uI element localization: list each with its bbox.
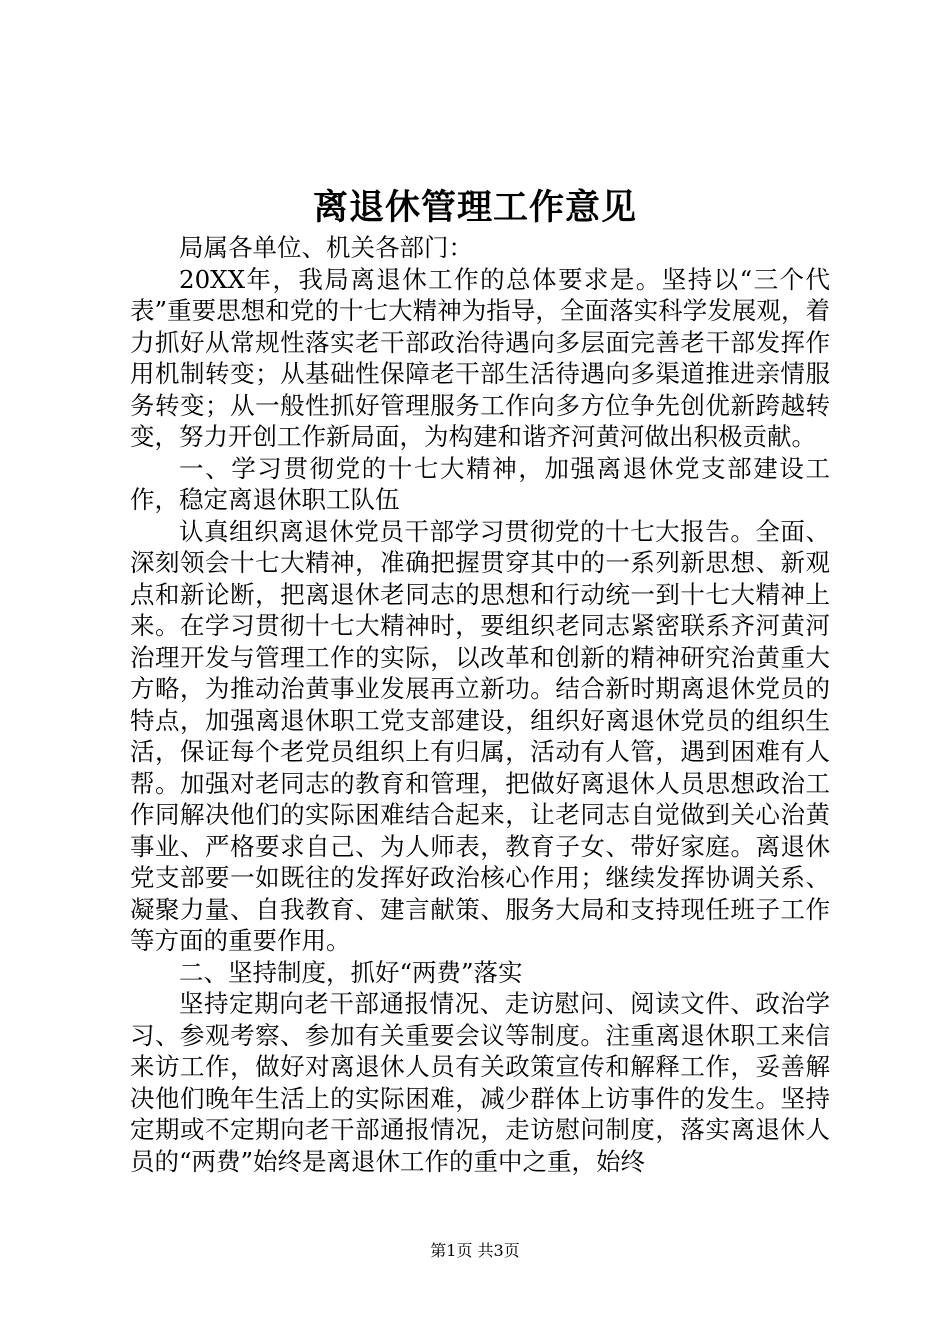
document-body xyxy=(130,232,830,1177)
section-heading-2: 二、坚持制度，抓好“两费”落实 xyxy=(179,957,523,987)
section-heading-1: 一、学习贯彻党的十七大精神，加强离退休党支部建设工作，稳定离退休职工队伍 xyxy=(130,453,830,514)
intro-paragraph: 20XX年，我局离退休工作的总体要求是。坚持以“三个代表”重要思想和党的十七大精神为指导，全面落实科学发展观，着力抓好从常规性落实老干部政治待遇向多层面完善老干部发挥作用机制转变；从基础性保障老干部生活待遇向多渠道推进亲情服务转变；从一般性抓好管理服务工作向多方位争先创优新跨越转变，努力开创工作新局面，为构建和谐齐河黄河做出积极贡献。 xyxy=(130,264,830,451)
section-1-paragraph: 认真组织离退休党员干部学习贯彻党的十七大报告。全面、深刻领会十七大精神，准确把握贯穿其中的一系列新思想、新观点和新论断，把离退休老同志的思想和行动统一到十七大精神上来。在学习贯彻十七大精神时，要组织老同志紧密联系齐河黄河治理开发与管理工作的实际，以改革和创新的精神研究治黄重大方略，为推动治黄事业发展再立新功。结合新时期离退休党员的特点，加强离退休职工党支部建设，组织好离退休党员的组织生活，保证每个老党员组织上有归属，活动有人管，遇到困难有人帮。加强对老同志的教育和管理，把做好离退休人员思想政治工作同解决他们的实际困难结合起来，让老同志自觉做到关心治黄事业、严格要求自己、为人师表，教育子女、带好家庭。离退休党支部要一如既往的发挥好政治核心作用；继续发挥协调关系、凝聚力量、自我教育、建言献策、服务大局和支持现任班子工作等方面的重要作用。 xyxy=(130,516,830,955)
page-number-footer: 第1页 共3页 xyxy=(430,1241,520,1260)
section-2-paragraph: 坚持定期向老干部通报情况、走访慰问、阅读文件、政治学习、参观考察、参加有关重要会议等制度。注重离退休职工来信来访工作，做好对离退休人员有关政策宣传和解释工作，妥善解决他们晚年生活上的实际困难，减少群体上访事件的发生。坚持定期或不定期向老干部通报情况，走访慰问制度，落实离退休人员的“两费”始终是离退休工作的重中之重，始终 xyxy=(130,989,830,1176)
salutation-paragraph: 局属各单位、机关各部门： xyxy=(179,233,473,262)
document-title: 离退休管理工作意见 xyxy=(312,187,637,228)
